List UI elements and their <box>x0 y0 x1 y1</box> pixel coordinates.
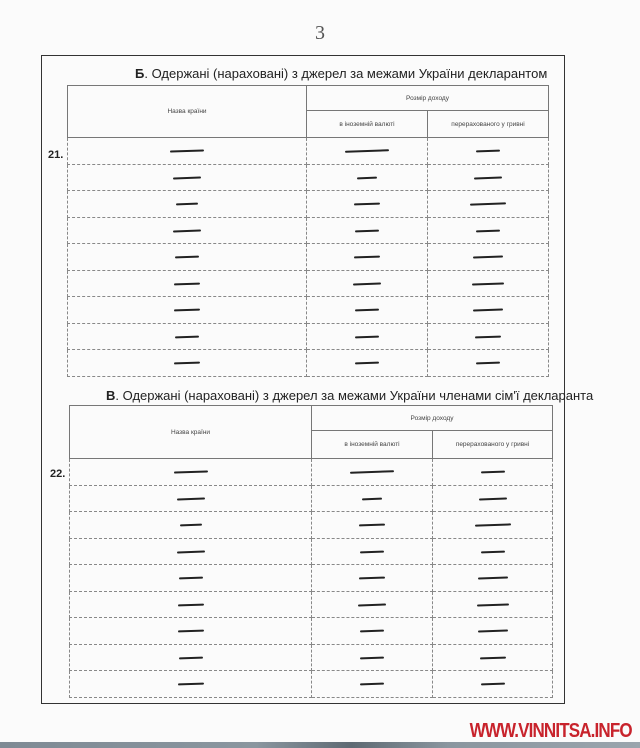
handwritten-dash <box>480 471 504 474</box>
bottom-strip <box>0 742 640 748</box>
table-row <box>70 671 553 698</box>
cell-converted-uah <box>428 244 549 271</box>
handwritten-dash <box>179 524 201 527</box>
table-row <box>70 644 553 671</box>
cell-converted-uah <box>433 618 553 645</box>
handwritten-dash <box>177 603 203 606</box>
handwritten-dash <box>360 683 384 686</box>
table-row <box>68 350 549 377</box>
section-b-title <box>135 66 547 81</box>
handwritten-dash <box>170 150 204 153</box>
handwritten-dash <box>478 497 506 500</box>
cell-foreign-currency <box>312 671 433 698</box>
table-row <box>68 217 549 244</box>
handwritten-dash <box>177 630 203 633</box>
handwritten-dash <box>473 256 503 259</box>
cell-foreign-currency <box>312 538 433 565</box>
handwritten-dash <box>474 524 510 527</box>
table-row <box>70 485 553 512</box>
cell-converted-uah <box>433 591 553 618</box>
table-row <box>68 191 549 218</box>
header-country: Назва країни <box>70 406 312 459</box>
section-v-table <box>69 405 553 698</box>
cell-converted-uah <box>428 191 549 218</box>
section-b-letter: Б <box>135 66 145 81</box>
table-row <box>68 244 549 271</box>
table-row <box>68 323 549 350</box>
handwritten-dash <box>178 577 202 580</box>
cell-country <box>70 591 312 618</box>
handwritten-dash <box>355 309 379 312</box>
handwritten-dash <box>360 656 384 659</box>
table-row <box>70 591 553 618</box>
handwritten-dash <box>174 362 200 365</box>
cell-foreign-currency <box>307 244 428 271</box>
section-b-title-text: . Одержані (нараховані) з джерел за межами України декларантом <box>144 66 548 81</box>
table-row <box>70 538 553 565</box>
cell-country <box>68 164 307 191</box>
cell-foreign-currency <box>312 644 433 671</box>
header-income-size: Розмір доходу <box>312 406 553 431</box>
cell-country <box>68 270 307 297</box>
header-converted-uah: перерахованого у гривні <box>428 111 549 138</box>
cell-foreign-currency <box>307 350 428 377</box>
cell-converted-uah <box>433 565 553 592</box>
table-row <box>68 270 549 297</box>
section-b-row-number: 21. <box>48 149 64 161</box>
handwritten-dash <box>173 176 201 179</box>
table-row <box>70 459 553 486</box>
handwritten-dash <box>355 362 379 365</box>
handwritten-dash <box>355 229 379 232</box>
cell-converted-uah <box>433 671 553 698</box>
section-v-row-number: 22. <box>50 468 66 480</box>
cell-converted-uah <box>433 512 553 539</box>
handwritten-dash <box>477 630 507 633</box>
cell-country <box>70 671 312 698</box>
handwritten-dash <box>476 229 500 232</box>
handwritten-dash <box>362 497 382 500</box>
handwritten-dash <box>476 150 500 153</box>
cell-converted-uah <box>428 217 549 244</box>
page-number: 3 <box>315 22 325 44</box>
cell-country <box>68 297 307 324</box>
handwritten-dash <box>477 577 507 580</box>
cell-country <box>68 350 307 377</box>
cell-converted-uah <box>428 164 549 191</box>
table-row <box>68 138 549 165</box>
table-row <box>70 565 553 592</box>
header-country: Назва країни <box>68 86 307 138</box>
handwritten-dash <box>174 282 200 285</box>
cell-converted-uah <box>433 644 553 671</box>
handwritten-dash <box>476 362 500 365</box>
section-v-title-text: . Одержані (нараховані) з джерел за межами України членами сім'ї декларанта <box>115 388 594 403</box>
handwritten-dash <box>174 309 200 312</box>
handwritten-dash <box>178 656 202 659</box>
handwritten-dash <box>175 256 199 259</box>
handwritten-dash <box>358 603 386 606</box>
cell-country <box>70 485 312 512</box>
handwritten-dash <box>357 176 377 179</box>
handwritten-dash <box>360 550 384 553</box>
cell-country <box>68 217 307 244</box>
handwritten-dash <box>177 683 203 686</box>
handwritten-dash <box>359 577 385 580</box>
handwritten-dash <box>353 282 381 285</box>
handwritten-dash <box>355 335 379 338</box>
handwritten-dash <box>475 335 501 338</box>
handwritten-dash <box>173 471 207 474</box>
table-row <box>68 297 549 324</box>
cell-country <box>70 512 312 539</box>
header-converted-uah: перерахованого у гривні <box>433 431 553 459</box>
handwritten-dash <box>480 550 504 553</box>
cell-country <box>70 538 312 565</box>
cell-converted-uah <box>433 459 553 486</box>
cell-foreign-currency <box>307 323 428 350</box>
header-foreign-currency: в іноземній валюті <box>307 111 428 138</box>
cell-foreign-currency <box>312 485 433 512</box>
table-row <box>70 512 553 539</box>
handwritten-dash <box>480 683 504 686</box>
handwritten-dash <box>354 203 380 206</box>
handwritten-dash <box>173 229 201 232</box>
cell-converted-uah <box>433 538 553 565</box>
cell-foreign-currency <box>312 565 433 592</box>
handwritten-dash <box>473 309 503 312</box>
handwritten-dash <box>474 176 502 179</box>
handwritten-dash <box>472 282 504 285</box>
handwritten-dash <box>476 603 508 606</box>
table-row <box>68 164 549 191</box>
section-b-table <box>67 85 549 377</box>
cell-country <box>70 565 312 592</box>
header-income-size: Розмір доходу <box>307 86 549 111</box>
handwritten-dash <box>359 524 385 527</box>
handwritten-dash <box>360 630 384 633</box>
cell-foreign-currency <box>307 164 428 191</box>
table-row <box>70 618 553 645</box>
cell-converted-uah <box>428 297 549 324</box>
cell-converted-uah <box>428 138 549 165</box>
cell-converted-uah <box>428 350 549 377</box>
cell-foreign-currency <box>312 459 433 486</box>
cell-foreign-currency <box>312 512 433 539</box>
cell-foreign-currency <box>307 297 428 324</box>
cell-country <box>68 138 307 165</box>
section-v-letter: В <box>106 388 116 403</box>
cell-country <box>70 618 312 645</box>
cell-foreign-currency <box>307 270 428 297</box>
handwritten-dash <box>479 656 505 659</box>
watermark: WWW.VINNITSA.INFO <box>469 720 632 742</box>
cell-converted-uah <box>428 270 549 297</box>
handwritten-dash <box>350 470 394 474</box>
section-v-title <box>106 388 593 403</box>
cell-country <box>68 191 307 218</box>
cell-country <box>68 244 307 271</box>
handwritten-dash <box>175 335 199 338</box>
cell-country <box>70 459 312 486</box>
cell-converted-uah <box>433 485 553 512</box>
handwritten-dash <box>176 203 198 206</box>
cell-foreign-currency <box>307 138 428 165</box>
cell-country <box>70 644 312 671</box>
cell-converted-uah <box>428 323 549 350</box>
handwritten-dash <box>470 203 506 206</box>
cell-foreign-currency <box>312 591 433 618</box>
cell-foreign-currency <box>307 191 428 218</box>
cell-foreign-currency <box>307 217 428 244</box>
cell-country <box>68 323 307 350</box>
handwritten-dash <box>176 497 204 500</box>
handwritten-dash <box>345 149 389 153</box>
handwritten-dash <box>176 550 204 553</box>
header-foreign-currency: в іноземній валюті <box>312 431 433 459</box>
handwritten-dash <box>354 256 380 259</box>
cell-foreign-currency <box>312 618 433 645</box>
